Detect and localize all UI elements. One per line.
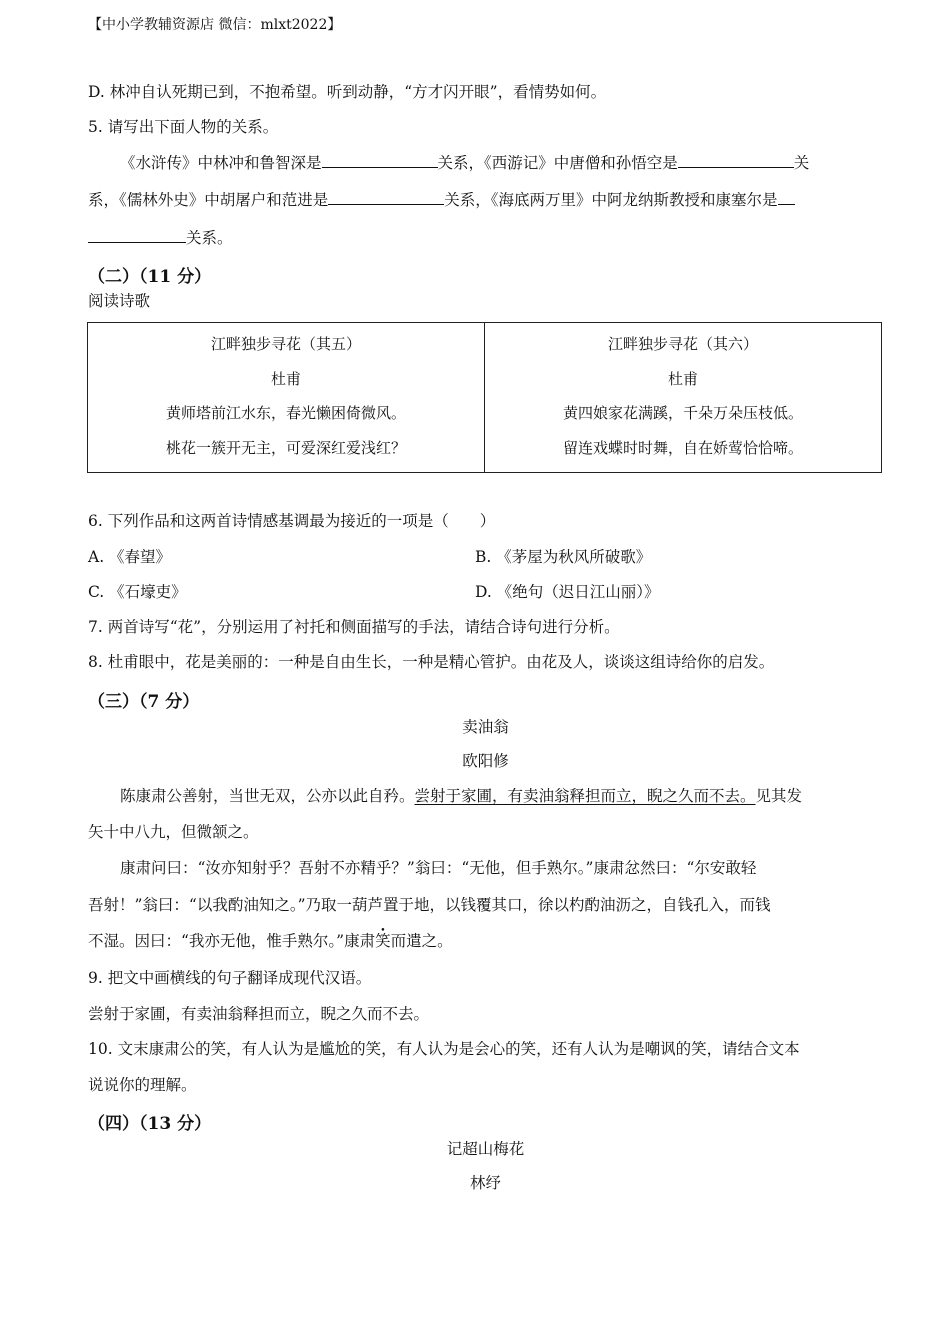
poem-2-title: 江畔独步寻花（其六） bbox=[607, 335, 758, 353]
underlined-sentence: 尝射于家圃，有卖油翁释担而立，睨之久而不去。 bbox=[414, 787, 756, 805]
q5-line1-text-c: 关 bbox=[793, 154, 810, 172]
q5-line2-text-b: 关系，《海底两万里》中阿龙纳斯教授和康塞尔是 bbox=[444, 191, 778, 209]
section-3-title: 卖油翁 bbox=[462, 718, 509, 736]
emphasized-character: 笑 bbox=[375, 932, 391, 950]
passage-p1-a: 陈康肃公善射，当世无双，公亦以此自矜。 bbox=[120, 787, 415, 805]
poem-1-line-1: 黄师塔前江水东，春光懒困倚微风。 bbox=[165, 404, 406, 422]
poem-2-line-2: 留连戏蝶时时舞，自在娇莺恰恰啼。 bbox=[562, 438, 803, 457]
poem-1-author: 杜甫 bbox=[270, 369, 301, 388]
section-3-author: 欧阳修 bbox=[462, 752, 509, 770]
section-2-intro: 阅读诗歌 bbox=[88, 292, 151, 310]
answer-blank-1[interactable] bbox=[322, 152, 438, 168]
section-2-heading: （二）（11 分） bbox=[88, 267, 212, 287]
poem-cell-2 bbox=[485, 323, 882, 473]
q5-line1-text-b: 关系，《西游记》中唐僧和孙悟空是 bbox=[437, 154, 678, 172]
answer-blank-4-end[interactable] bbox=[88, 227, 186, 243]
passage-p1-line-1 bbox=[120, 786, 802, 806]
q5-line1-text-a: 《水浒传》中林冲和鲁智深是 bbox=[120, 154, 322, 172]
q10-question-line-2: 说说你的理解。 bbox=[88, 1076, 197, 1094]
q5-line-3 bbox=[88, 227, 233, 248]
passage-p2-line3-b: 而遣之。 bbox=[390, 932, 453, 950]
poem-2-line-1: 黄四娘家花满蹊，千朵万朵压枝低。 bbox=[562, 404, 803, 422]
section-3-heading: （三）（7 分） bbox=[88, 692, 200, 712]
page-header: 【中小学教辅资源店 微信：mlxt2022】 bbox=[88, 17, 342, 33]
q4-option-d: D. 林冲自认死期已到，不抱希望。听到动静，“方才闪开眼”，看情势如何。 bbox=[88, 83, 607, 101]
q5-line-2 bbox=[88, 189, 795, 210]
poem-1-title: 江畔独步寻花（其五） bbox=[210, 335, 361, 353]
passage-p2-line-3 bbox=[88, 931, 453, 951]
answer-blank-2[interactable] bbox=[678, 152, 794, 168]
passage-p2-line3-a: 不湿。因曰：“我亦无他，惟手熟尔。”康肃 bbox=[88, 932, 376, 950]
q6-option-b[interactable]: B. 《茅屋为秋风所破歌》 bbox=[475, 548, 652, 566]
passage-p2-line-2: 吾射！”翁曰：“以我酌油知之。”乃取一葫芦置于地，以钱覆其口，徐以杓酌油沥之，自钱孔入，而钱 bbox=[88, 896, 771, 914]
q5-line-1 bbox=[120, 152, 809, 173]
q6-question: 6. 下列作品和这两首诗情感基调最为接近的一项是（ ） bbox=[88, 512, 496, 530]
passage-p2-line-1: 康肃问曰：“汝亦知射乎？吾射不亦精乎？”翁曰：“无他，但手熟尔。”康肃忿然曰：“尔安敢轻 bbox=[120, 859, 757, 877]
q9-sentence: 尝射于家圃，有卖油翁释担而立，睨之久而不去。 bbox=[88, 1005, 430, 1023]
answer-blank-4-start[interactable] bbox=[778, 189, 795, 205]
q6-option-d[interactable]: D. 《绝句（迟日江山丽）》 bbox=[475, 583, 660, 601]
answer-blank-3[interactable] bbox=[328, 189, 444, 205]
poem-1-line-2: 桃花一簇开无主，可爱深红爱浅红？ bbox=[165, 438, 406, 457]
q8-question: 8. 杜甫眼中，花是美丽的：一种是自由生长，一种是精心管护。由花及人，谈谈这组诗给你的启发。 bbox=[88, 653, 775, 671]
section-4-heading: （四）（13 分） bbox=[88, 1114, 212, 1134]
q6-option-c[interactable]: C. 《石壕吏》 bbox=[88, 583, 187, 601]
poem-table bbox=[87, 322, 882, 473]
q6-option-a[interactable]: A. 《春望》 bbox=[88, 548, 172, 566]
q5-line3-text: 关系。 bbox=[186, 229, 233, 247]
q7-question: 7. 两首诗写“花”，分别运用了衬托和侧面描写的手法，请结合诗句进行分析。 bbox=[88, 618, 620, 636]
passage-p1-line-2: 矢十中八九，但微颔之。 bbox=[88, 823, 259, 841]
q5-question: 5. 请写出下面人物的关系。 bbox=[88, 118, 279, 136]
poem-2-author: 杜甫 bbox=[667, 369, 698, 388]
section-4-title: 记超山梅花 bbox=[446, 1140, 525, 1158]
poem-cell-1 bbox=[88, 323, 485, 473]
q10-question-line-1: 10. 文末康肃公的笑，有人认为是尴尬的笑，有人认为是会心的笑，还有人认为是嘲讽的笑，请结合文本 bbox=[88, 1040, 800, 1058]
q9-question: 9. 把文中画横线的句子翻译成现代汉语。 bbox=[88, 969, 372, 987]
q5-line2-text-a: 系，《儒林外史》中胡屠户和范进是 bbox=[88, 191, 329, 209]
passage-p1-b: 见其发 bbox=[755, 787, 803, 805]
section-4-author: 林纾 bbox=[469, 1174, 501, 1192]
